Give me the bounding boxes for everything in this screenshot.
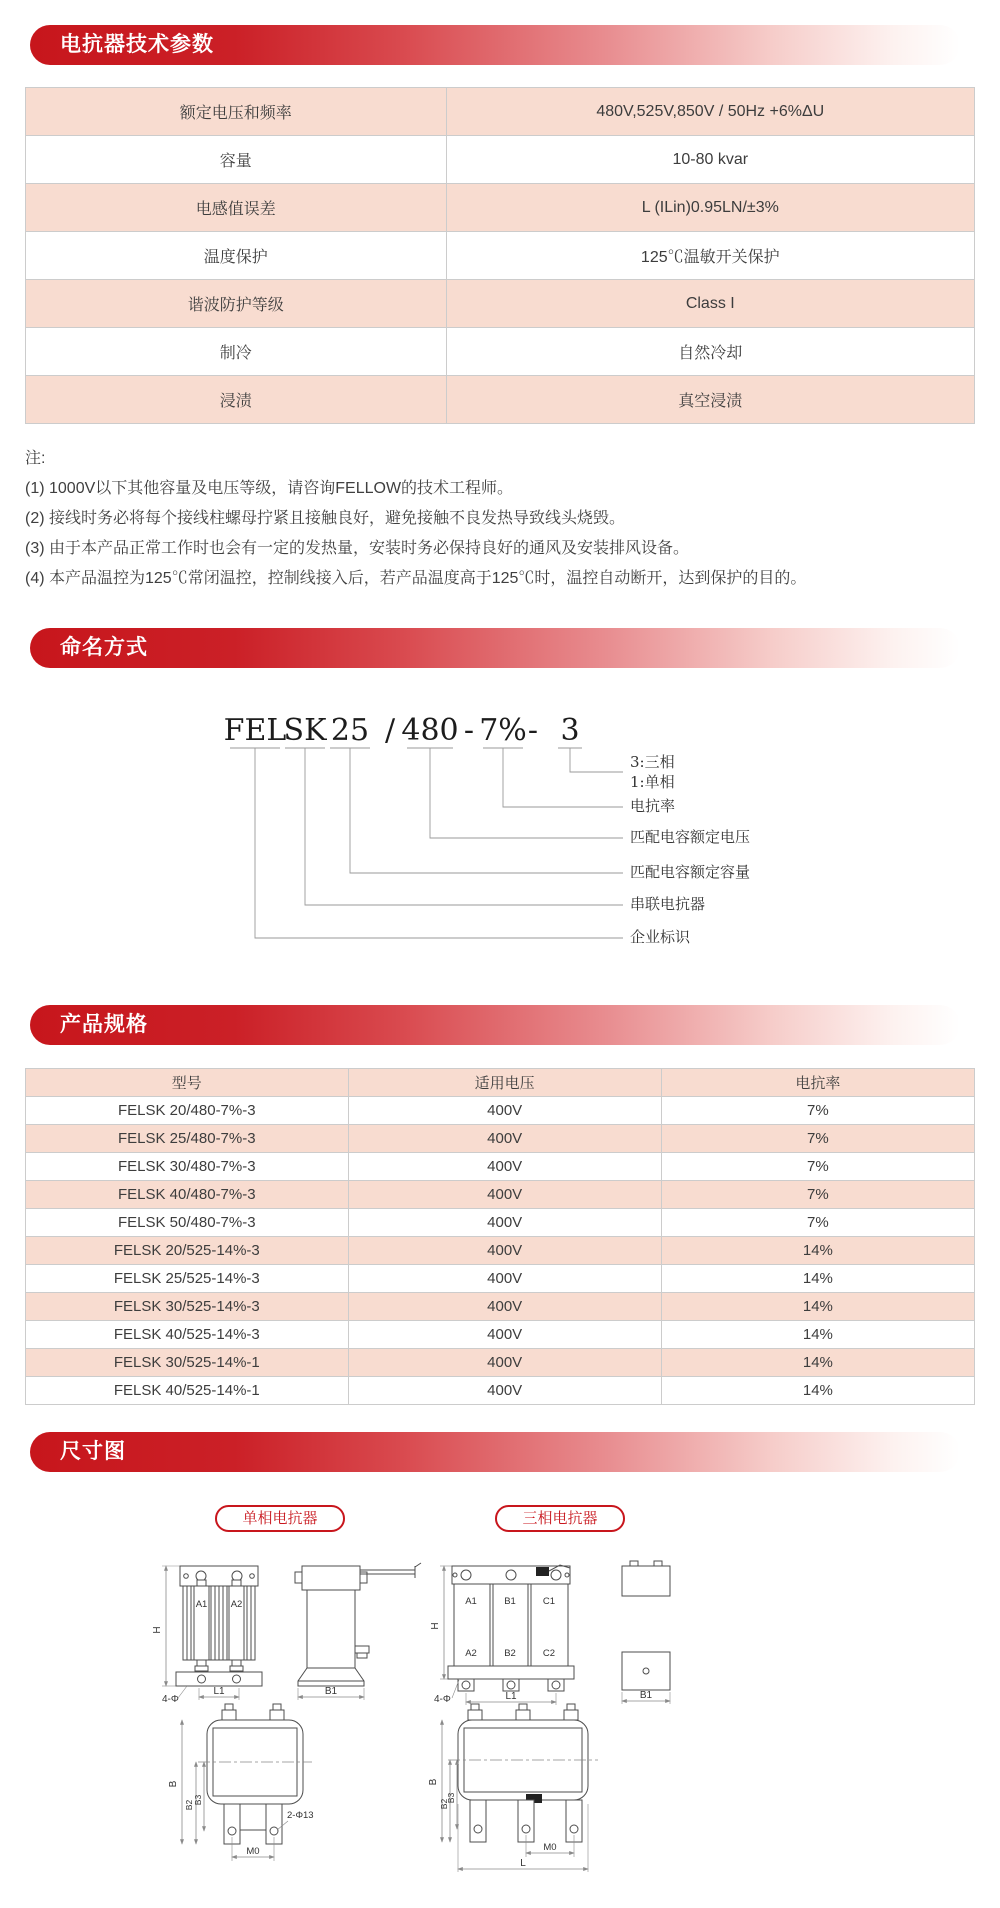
param-label: 容量 — [26, 136, 447, 184]
model-segment-brand: FEL — [223, 713, 287, 748]
column-header-voltage: 适用电压 — [348, 1069, 661, 1097]
notes-heading: 注: — [25, 450, 46, 467]
cell-rate: 7% — [661, 1125, 974, 1153]
terminal-label-a1: A1 — [465, 1596, 477, 1607]
param-label: 温度保护 — [26, 232, 447, 280]
dim-label-b: B — [168, 1780, 179, 1788]
cell-model: FELSK 30/525-14%-1 — [26, 1349, 349, 1377]
note-item: (3) 由于本产品正常工作时也会有一定的发热量，安装时务必保持良好的通风及安装排风设备。 — [25, 540, 690, 557]
model-segment-slash: / — [384, 713, 396, 748]
cell-voltage: 400V — [348, 1181, 661, 1209]
cell-rate: 14% — [661, 1321, 974, 1349]
cell-rate: 14% — [661, 1237, 974, 1265]
cell-rate: 14% — [661, 1265, 974, 1293]
cell-model: FELSK 40/525-14%-3 — [26, 1321, 349, 1349]
cell-rate: 7% — [661, 1097, 974, 1125]
connector-rate — [503, 748, 623, 807]
table-row — [26, 1181, 975, 1209]
cell-model: FELSK 30/525-14%-3 — [26, 1293, 349, 1321]
cell-model: FELSK 20/480-7%-3 — [26, 1097, 349, 1125]
table-row — [26, 1293, 975, 1321]
cell-model: FELSK 20/525-14%-3 — [26, 1237, 349, 1265]
three-phase-badge: 三相电抗器 — [495, 1505, 625, 1532]
terminal-label-a2: A2 — [465, 1648, 477, 1659]
cell-voltage: 400V — [348, 1153, 661, 1181]
section-banner-tech-params — [30, 25, 960, 65]
naming-label-cap-voltage: 匹配电容额定电压 — [630, 828, 751, 846]
column-header-model: 型号 — [26, 1069, 349, 1097]
param-value: Class I — [446, 280, 974, 328]
param-value: 480V,525V,850V / 50Hz +6%ΔU — [446, 88, 974, 136]
cell-rate: 7% — [661, 1153, 974, 1181]
table-row — [26, 1153, 975, 1181]
param-value: 自然冷却 — [446, 328, 974, 376]
cell-voltage: 400V — [348, 1097, 661, 1125]
connector-phase — [570, 748, 623, 772]
cell-voltage: 400V — [348, 1377, 661, 1405]
dim-label-h: H — [152, 1626, 163, 1634]
table-row — [26, 136, 975, 184]
note-item: (2) 接线时务必将每个接线柱螺母拧紧且接触良好，避免接触不良发热导致线头烧毁。 — [25, 510, 626, 527]
column-header-rate: 电抗率 — [661, 1069, 974, 1097]
section-title-naming: 命名方式 — [60, 636, 148, 659]
naming-label-phase1: 1:单相 — [630, 773, 675, 791]
section-title-dimensions: 尺寸图 — [60, 1440, 126, 1463]
table-row — [26, 328, 975, 376]
dim-label-4phi: 4-Φ — [162, 1694, 179, 1705]
param-label: 浸渍 — [26, 376, 447, 424]
table-row — [26, 1321, 975, 1349]
table-row — [26, 1097, 975, 1125]
section-banner-specs — [30, 1005, 960, 1045]
dim-label-2phi13: 2-Φ13 — [287, 1810, 314, 1821]
cell-rate: 14% — [661, 1293, 974, 1321]
dim-label-4phi: 4-Φ — [434, 1694, 451, 1705]
section-title-tech-params: 电抗器技术参数 — [60, 33, 214, 56]
single-phase-badge: 单相电抗器 — [215, 1505, 345, 1532]
param-label: 谐波防护等级 — [26, 280, 447, 328]
table-row — [26, 1237, 975, 1265]
naming-label-rate: 电抗率 — [630, 797, 676, 815]
model-segment-series: SK — [283, 713, 327, 748]
section-banner-naming — [30, 628, 960, 668]
dim-label-h: H — [430, 1622, 441, 1630]
dim-label-l: L — [520, 1858, 526, 1869]
model-segment-voltage: 480 — [401, 713, 459, 748]
table-row — [26, 280, 975, 328]
dim-label-b1: B1 — [324, 1686, 338, 1697]
terminal-label-b2: B2 — [504, 1648, 516, 1659]
dim-label-b3: B3 — [446, 1792, 456, 1804]
terminal-label-a1: A1 — [195, 1599, 208, 1610]
param-label: 制冷 — [26, 328, 447, 376]
param-label: 电感值误差 — [26, 184, 447, 232]
naming-label-series-reactor: 串联电抗器 — [630, 895, 706, 913]
cell-voltage: 400V — [348, 1237, 661, 1265]
dimension-drawings — [0, 1550, 1000, 1895]
param-value: 10-80 kvar — [446, 136, 974, 184]
model-segment-dash: - — [463, 713, 475, 748]
dim-label-b2: B2 — [184, 1799, 194, 1811]
param-value: 真空浸渍 — [446, 376, 974, 424]
dim-label-b1: B1 — [639, 1690, 653, 1701]
dim-label-m0: M0 — [246, 1846, 260, 1857]
terminal-label-c1: C1 — [542, 1596, 556, 1607]
naming-label-cap-capacity: 匹配电容额定容量 — [630, 863, 751, 881]
cell-model: FELSK 30/480-7%-3 — [26, 1153, 349, 1181]
tech-params-table — [25, 87, 975, 424]
param-label: 额定电压和频率 — [26, 88, 447, 136]
connector-voltage — [430, 748, 623, 838]
connector-brand — [255, 748, 623, 938]
sp-front-view — [152, 1566, 262, 1705]
table-row — [26, 1209, 975, 1237]
cell-voltage: 400V — [348, 1265, 661, 1293]
cell-rate: 7% — [661, 1181, 974, 1209]
note-item: (1) 1000V以下其他容量及电压等级，请咨询FELLOW的技术工程师。 — [25, 480, 514, 497]
param-value: 125℃温敏开关保护 — [446, 232, 974, 280]
connector-series — [305, 748, 623, 905]
cell-model: FELSK 40/480-7%-3 — [26, 1181, 349, 1209]
cell-voltage: 400V — [348, 1293, 661, 1321]
naming-diagram — [175, 695, 855, 960]
cell-rate: 14% — [661, 1349, 974, 1377]
cell-rate: 7% — [661, 1209, 974, 1237]
table-row — [26, 184, 975, 232]
table-row — [26, 1377, 975, 1405]
table-header-row — [26, 1069, 975, 1097]
tp-side-view — [622, 1561, 670, 1704]
cell-rate: 14% — [661, 1377, 974, 1405]
dim-label-b2: B2 — [439, 1798, 449, 1810]
model-segment-phase: 3 — [560, 713, 580, 748]
dim-label-l1: L1 — [213, 1686, 225, 1697]
cell-voltage: 400V — [348, 1209, 661, 1237]
notes-block — [25, 444, 806, 594]
dim-label-b: B — [428, 1778, 439, 1786]
section-title-specs: 产品规格 — [60, 1013, 148, 1036]
table-row — [26, 1125, 975, 1153]
dim-label-l1: L1 — [505, 1691, 517, 1702]
cell-model: FELSK 40/525-14%-1 — [26, 1377, 349, 1405]
cell-model: FELSK 25/525-14%-3 — [26, 1265, 349, 1293]
cell-voltage: 400V — [348, 1125, 661, 1153]
connector-capacity — [350, 748, 623, 873]
model-segment-rate: 7% — [479, 713, 527, 748]
terminal-label-a2: A2 — [230, 1599, 243, 1610]
terminal-label-b1: B1 — [504, 1596, 516, 1607]
sp-side-view — [295, 1563, 421, 1700]
cell-voltage: 400V — [348, 1349, 661, 1377]
table-row — [26, 88, 975, 136]
tp-bottom-view — [428, 1704, 598, 1872]
model-segment-dash: - — [527, 713, 539, 748]
cell-voltage: 400V — [348, 1321, 661, 1349]
product-spec-table — [25, 1068, 975, 1405]
section-banner-dimensions — [30, 1432, 960, 1472]
dim-label-m0: M0 — [543, 1842, 557, 1853]
dim-label-b3: B3 — [193, 1794, 203, 1806]
model-segment-capacity: 25 — [330, 713, 370, 748]
table-row — [26, 376, 975, 424]
table-row — [26, 1265, 975, 1293]
table-row — [26, 232, 975, 280]
table-row — [26, 1349, 975, 1377]
cell-model: FELSK 50/480-7%-3 — [26, 1209, 349, 1237]
sp-bottom-view — [168, 1704, 314, 1861]
terminal-label-c2: C2 — [542, 1648, 556, 1659]
naming-label-brand: 企业标识 — [630, 928, 691, 946]
cell-model: FELSK 25/480-7%-3 — [26, 1125, 349, 1153]
note-item: (4) 本产品温控为125℃常闭温控，控制线接入后，若产品温度高于125℃时，温控自动断开，达到保护的目的。 — [25, 570, 807, 587]
naming-label-phase3: 3:三相 — [630, 753, 675, 771]
tp-front-view — [430, 1565, 574, 1705]
param-value: L (ILin)0.95LN/±3% — [446, 184, 974, 232]
